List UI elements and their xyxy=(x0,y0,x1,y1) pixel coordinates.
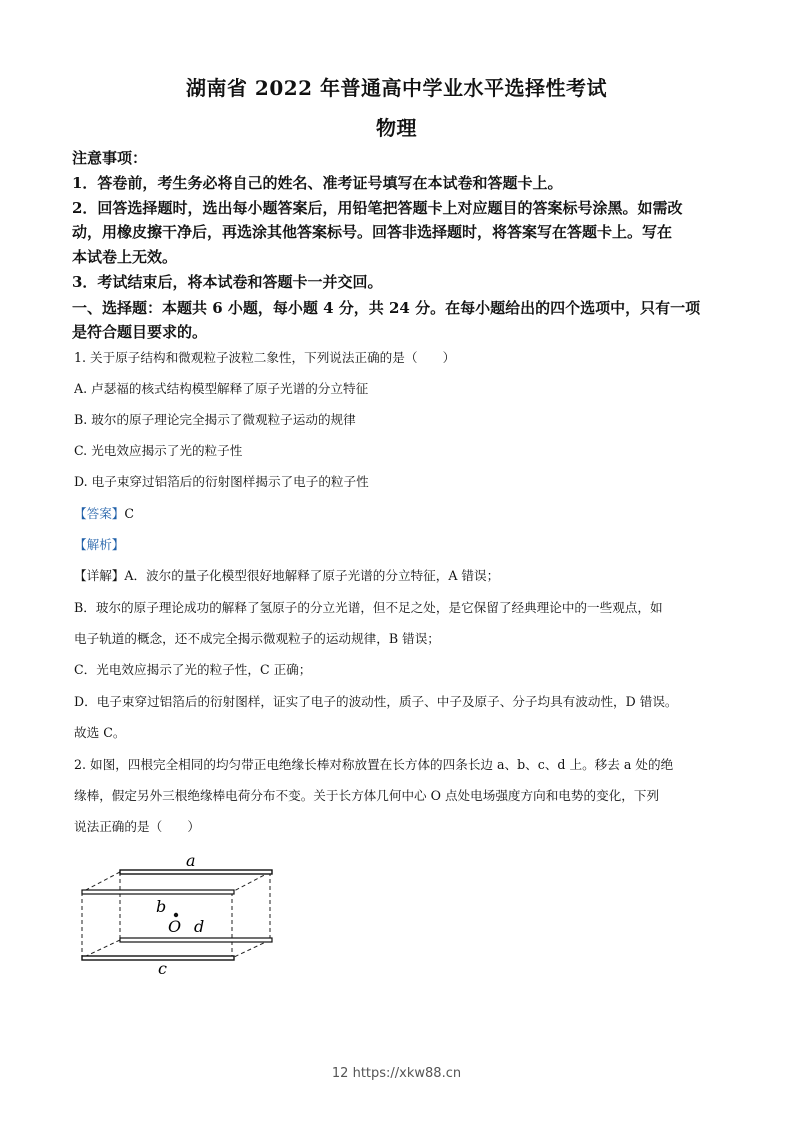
q2-stem-line: 缘棒，假定另外三根绝缘棒电荷分布不变。关于长方体几何中心 O 点处电场强度方向和电势的变化，下列 xyxy=(74,788,660,803)
answer-value: C xyxy=(124,506,135,521)
depth-edge xyxy=(232,872,270,892)
rod-d xyxy=(120,938,272,942)
label-c: c xyxy=(158,959,167,978)
section-heading-cont: 是符合题目要求的。 xyxy=(72,323,208,341)
notice-line: 2．回答选择题时，选出每小题答案后，用铅笔把答题卡上对应题目的答案标号涂黑。如需改 xyxy=(72,199,683,217)
q1-stem: 1. 关于原子结构和微观粒子波粒二象性，下列说法正确的是（ ） xyxy=(74,350,456,365)
footer-url: 12 https://xkw88.cn xyxy=(331,1066,462,1081)
notice-heading: 注意事项： xyxy=(72,149,148,167)
q2-stem-line: 说法正确的是（ ） xyxy=(74,819,200,834)
label-o: O xyxy=(168,917,182,936)
label-a: a xyxy=(186,851,196,870)
q1-detail-line: C．光电效应揭示了光的粒子性，C 正确； xyxy=(74,662,312,677)
cuboid-figure xyxy=(74,850,284,980)
q1-option-b: B. 玻尔的原子理论完全揭示了微观粒子运动的规律 xyxy=(74,412,356,427)
q1-option-c: C. 光电效应揭示了光的粒子性 xyxy=(74,443,243,458)
q1-detail-line: D．电子束穿过铝箔后的衍射图样，证实了电子的波动性，质子、中子及原子、分子均具有波动性，D 错误。 xyxy=(74,694,678,709)
rod-b xyxy=(82,890,234,894)
answer-tag: 【答案】 xyxy=(74,506,125,521)
detail-text: A．波尔的量子化模型很好地解释了原子光谱的分立特征，A 错误； xyxy=(124,568,500,583)
q1-detail-line: 故选 C。 xyxy=(74,725,126,740)
analysis-tag: 【解析】 xyxy=(74,537,125,552)
section-heading: 一、选择题：本题共 6 小题，每小题 4 分，共 24 分。在每小题给出的四个选项中，只有一项 xyxy=(72,299,701,317)
depth-edge xyxy=(232,940,270,958)
label-d: d xyxy=(194,917,205,936)
exam-title: 湖南省 2022 年普通高中学业水平选择性考试 xyxy=(185,76,608,100)
depth-edge xyxy=(82,872,120,892)
q1-detail-line: B．玻尔的原子理论成功的解释了氢原子的分立光谱，但不足之处，是它保留了经典理论中的一些观点，如 xyxy=(74,600,663,615)
q1-option-d: D. 电子束穿过铝箔后的衍射图样揭示了电子的粒子性 xyxy=(74,474,369,489)
rod-a xyxy=(120,870,272,874)
label-b: b xyxy=(156,897,167,916)
q1-detail-line xyxy=(74,566,728,586)
notice-line: 1．答卷前，考生务必将自己的姓名、准考证号填写在本试卷和答题卡上。 xyxy=(72,174,563,192)
notice-line: 3．考试结束后，将本试卷和答题卡一并交回。 xyxy=(72,273,383,291)
depth-edge xyxy=(82,940,120,958)
notice-line: 本试卷上无效。 xyxy=(72,248,178,266)
subject-title: 物理 xyxy=(376,116,417,140)
q1-option-a: A. 卢瑟福的核式结构模型解释了原子光谱的分立特征 xyxy=(74,381,369,396)
q1-answer xyxy=(74,504,728,524)
q2-stem-line: 2. 如图，四根完全相同的均匀带正电绝缘长棒对称放置在长方体的四条长边 a、b、c、d 上。移去 a 处的绝 xyxy=(74,757,674,772)
notice-line: 动，用橡皮擦干净后，再选涂其他答案标号。回答非选择题时，将答案写在答题卡上。写在 xyxy=(72,223,673,241)
detail-tag: 【详解】 xyxy=(74,568,125,583)
q1-detail-line: 电子轨道的概念，还不成完全揭示微观粒子的运动规律，B 错误； xyxy=(74,631,440,646)
